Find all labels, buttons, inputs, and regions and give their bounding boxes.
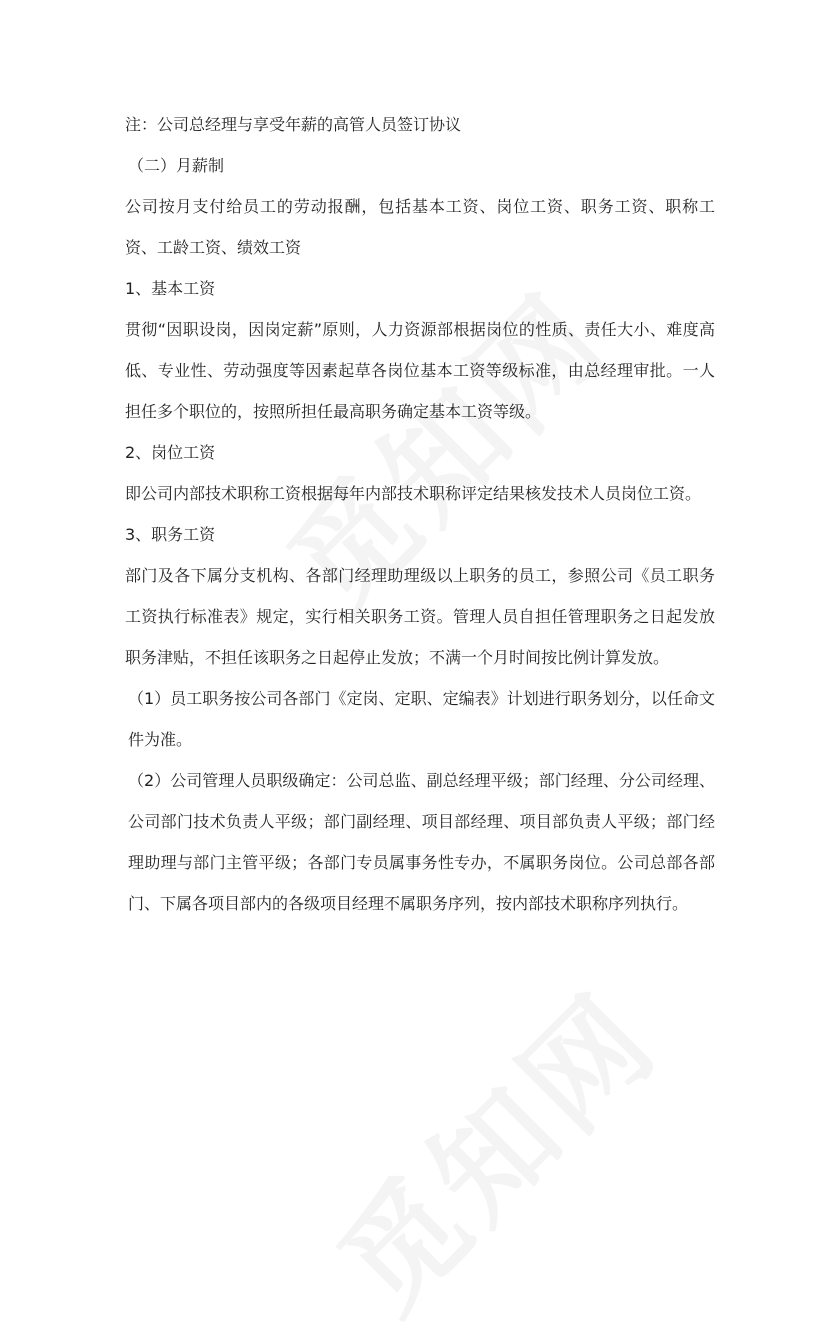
- base-salary-paragraph: 贯彻“因职设岗，因岗定薪”原则，人力资源部根据岗位的性质、责任大小、难度高低、专业性、劳动强度等因素起草各岗位基本工资等级标准，由总经理审批。一人担任多个职位的，按照所担任最高职务确定基本工资等级。: [125, 320, 715, 421]
- heading-base-salary: 1、基本工资: [125, 279, 216, 298]
- heading-position-salary: 2、岗位工资: [125, 443, 216, 462]
- duty-item-2: （2）公司管理人员职级确定：公司总监、副总经理平级；部门经理、分公司经理、公司部门技术负责人平级；部门副经理、项目部经理、项目部负责人平级；部门经理助理与部门主管平级；各部门专员属事务性专办，不属职务岗位。公司总部各部门、下属各项目部内的各级项目经理不属职务序列，按内部技术职称序列执行。: [128, 771, 715, 913]
- duty-salary-paragraph: 部门及各下属分支机构、各部门经理助理级以上职务的员工，参照公司《员工职务工资执行标准表》规定，实行相关职务工资。管理人员自担任管理职务之日起发放职务津贴，不担任该职务之日起停止发放；不满一个月时间按比例计算发放。: [125, 566, 715, 667]
- watermark: [295, 949, 688, 1342]
- duty-item-1: （1）员工职务按公司各部门《定岗、定职、定编表》计划进行职务划分，以任命文件为准。: [128, 689, 715, 749]
- monthly-salary-description: 公司按月支付给员工的劳动报酬，包括基本工资、岗位工资、职务工资、职称工资、工龄工资、绩效工资: [125, 197, 715, 257]
- document-body: [125, 104, 715, 924]
- heading-duty-salary: 3、职务工资: [125, 525, 216, 544]
- position-salary-paragraph: 即公司内部技术职称工资根据每年内部技术职称评定结果核发技术人员岗位工资。: [125, 484, 702, 503]
- section-heading-monthly-salary: （二）月薪制: [128, 156, 225, 175]
- note-paragraph: 注：公司总经理与享受年薪的高管人员签订协议: [125, 115, 462, 134]
